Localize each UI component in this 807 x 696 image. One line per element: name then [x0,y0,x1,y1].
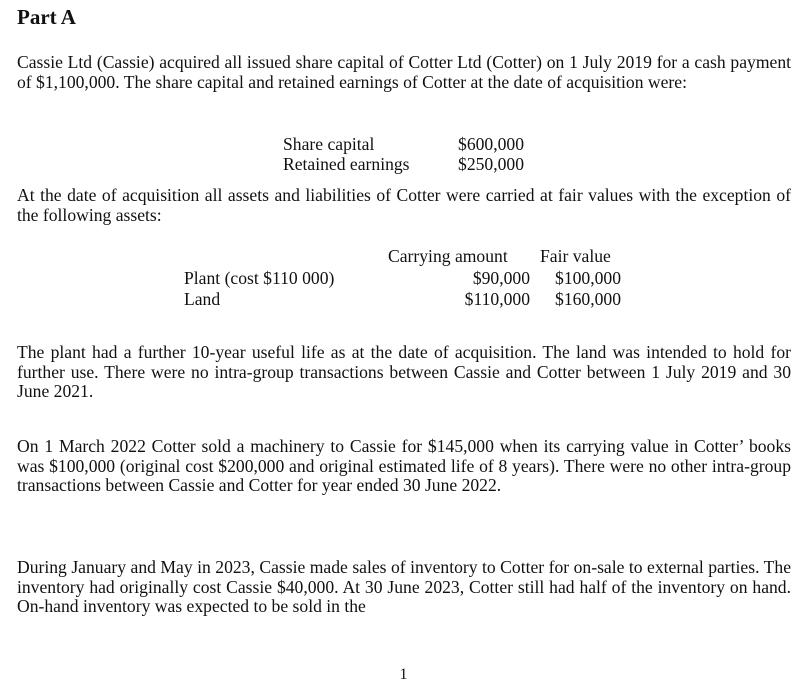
section-heading: Part A [17,5,76,29]
paragraph-machinery-sale: On 1 March 2022 Cotter sold a machinery to Cassie for $145,000 when its carrying value in Cotter’ books was $100,000 (original cost $200,000 and original estimated life of 8 years). There were no other intra-group transactions between Cassie and Cotter for year ended 30 June 2022. [17,436,791,495]
header-fair-value: Fair value [540,246,611,266]
paragraph-inventory-sales: During January and May in 2023, Cassie made sales of inventory to Cotter for on-sale to external parties. The inventory had originally cost Cassie $40,000. At 30 June 2023, Cotter still had half of the inventory on hand. On-hand inventory was expected to be sold in the [17,557,791,616]
page-number: 1 [399,666,408,683]
asset-label-plant: Plant (cost $110 000) [184,268,335,288]
asset-fair-land: $160,000 [555,289,621,309]
asset-carrying-land: $110,000 [464,289,530,309]
paragraph-plant-life: The plant had a further 10-year useful life as at the date of acquisition. The land was intended to hold for further use. There were no intra-group transactions between Cassie and Cotter between 1 July 2019 and 30 June 2021. [17,342,791,401]
asset-carrying-plant: $90,000 [472,268,530,288]
paragraph-acquisition: Cassie Ltd (Cassie) acquired all issued share capital of Cotter Ltd (Cotter) on 1 July 2019 for a cash payment of $1,100,000. The share capital and retained earnings of Cotter at the date of acquisition were: [17,52,791,92]
equity-label-share-capital: Share capital [283,134,375,154]
equity-label-retained-earnings: Retained earnings [283,154,410,174]
paragraph-fair-values: At the date of acquisition all assets and liabilities of Cotter were carried at fair values with the exception of the following assets: [17,185,791,225]
header-carrying-amount: Carrying amount [388,246,508,266]
asset-label-land: Land [184,289,221,309]
equity-value-retained-earnings: $250,000 [458,154,524,174]
equity-value-share-capital: $600,000 [458,134,524,154]
asset-fair-plant: $100,000 [555,268,621,288]
